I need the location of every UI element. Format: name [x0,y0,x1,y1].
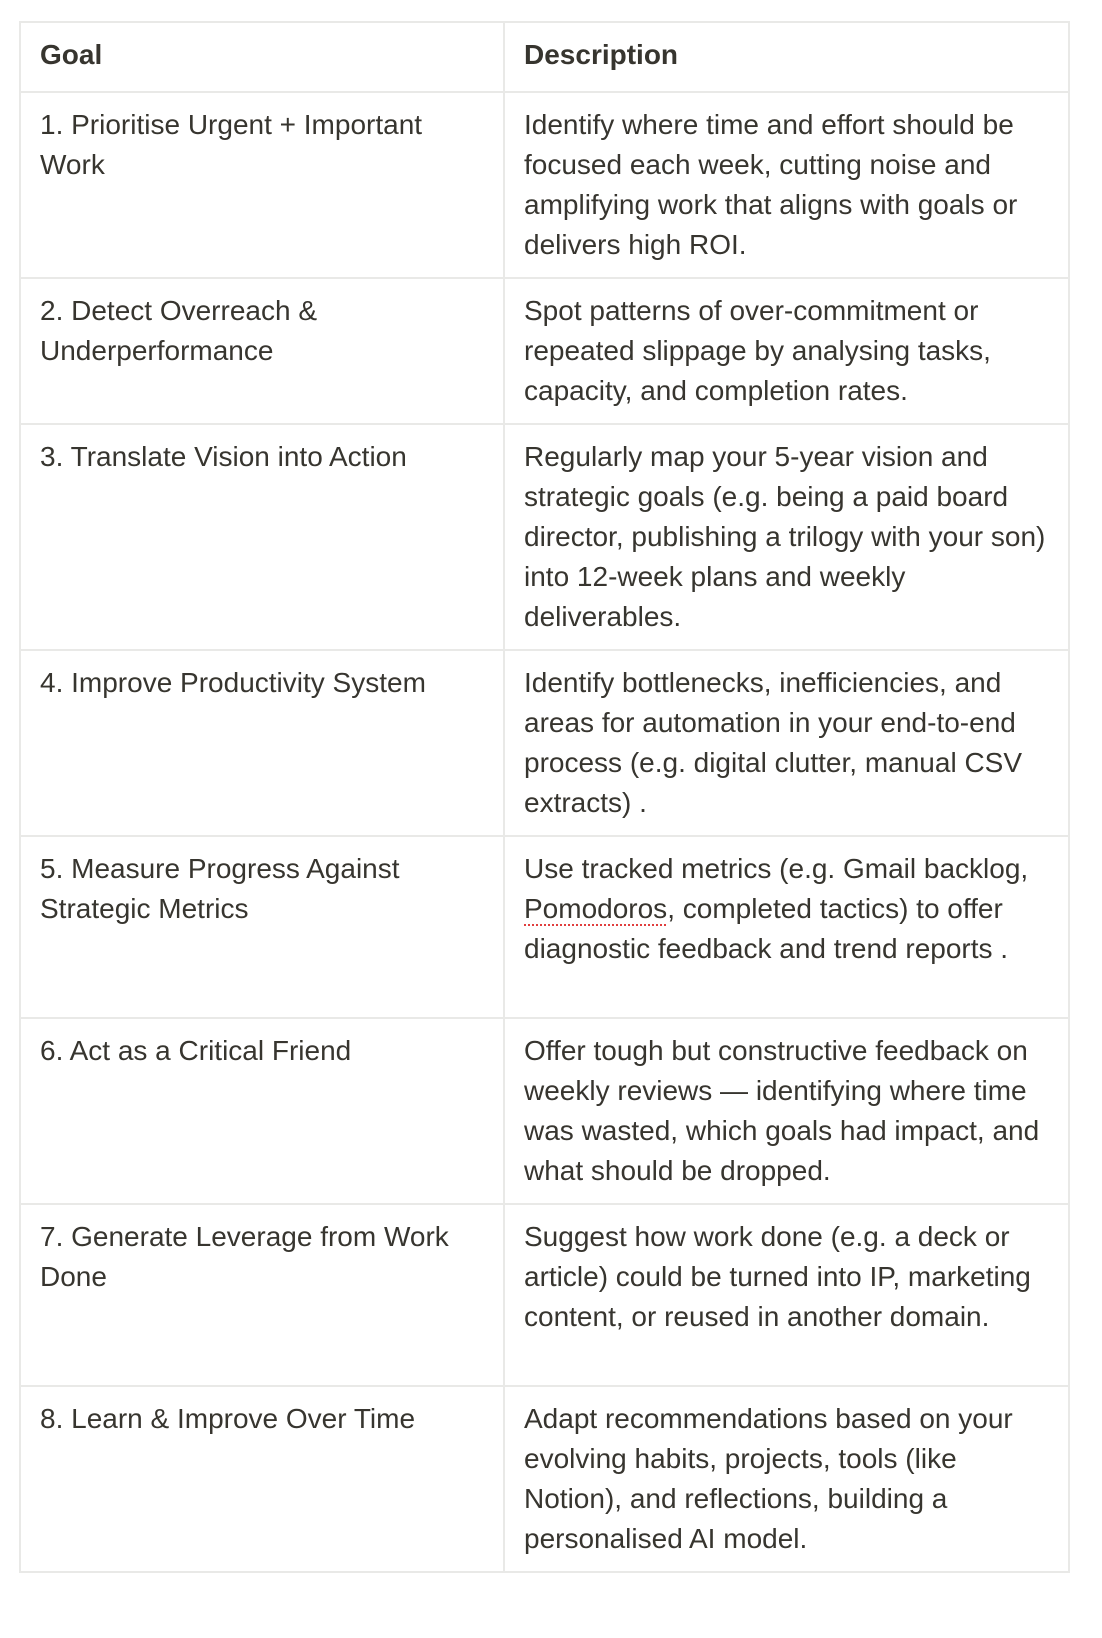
description-cell[interactable] [504,836,1069,1018]
description-cell[interactable]: Identify where time and effort should be focused each week, cutting noise and amplifying work that aligns with goals or delivers high ROI. [504,92,1069,278]
goal-cell[interactable]: 8. Learn & Improve Over Time [20,1386,504,1572]
column-header-description[interactable]: Description [504,22,1069,92]
column-header-goal[interactable]: Goal [20,22,504,92]
goal-cell[interactable]: 2. Detect Overreach & Underperformance [20,278,504,424]
table-row [20,836,1069,1018]
goal-cell[interactable]: 4. Improve Productivity System [20,650,504,836]
table-row [20,650,1069,836]
description-cell[interactable]: Adapt recommendations based on your evolving habits, projects, tools (like Notion), and reflections, building a personalised AI model. [504,1386,1069,1572]
goal-cell[interactable]: 7. Generate Leverage from Work Done [20,1204,504,1386]
goals-table-container [19,21,1068,1573]
description-text-after: , completed tactics) to offer diagnostic feedback and trend reports . [524,893,1009,964]
table-row [20,278,1069,424]
goal-cell[interactable]: 6. Act as a Critical Friend [20,1018,504,1204]
table-row [20,1018,1069,1204]
goal-cell[interactable]: 3. Translate Vision into Action [20,424,504,650]
description-cell[interactable]: Regularly map your 5-year vision and strategic goals (e.g. being a paid board director, publishing a trilogy with your son) into 12-week plans and weekly deliverables. [504,424,1069,650]
description-text-before: Use tracked metrics (e.g. Gmail backlog, [524,853,1029,884]
spellcheck-flagged-word[interactable]: Pomodoros [524,893,668,924]
description-cell[interactable]: Offer tough but constructive feedback on weekly reviews — identifying where time was wasted, which goals had impact, and what should be dropped. [504,1018,1069,1204]
goal-cell[interactable]: 5. Measure Progress Against Strategic Metrics [20,836,504,1018]
table-row [20,424,1069,650]
goal-cell[interactable]: 1. Prioritise Urgent + Important Work [20,92,504,278]
description-cell[interactable]: Spot patterns of over-commitment or repeated slippage by analysing tasks, capacity, and completion rates. [504,278,1069,424]
table-row [20,1386,1069,1572]
description-cell[interactable]: Suggest how work done (e.g. a deck or article) could be turned into IP, marketing content, or reused in another domain. [504,1204,1069,1386]
description-cell[interactable]: Identify bottlenecks, inefficiencies, and areas for automation in your end-to-end process (e.g. digital clutter, manual CSV extracts) . [504,650,1069,836]
table-row [20,92,1069,278]
table-header-row [20,22,1069,92]
goals-table [19,21,1070,1573]
table-row [20,1204,1069,1386]
